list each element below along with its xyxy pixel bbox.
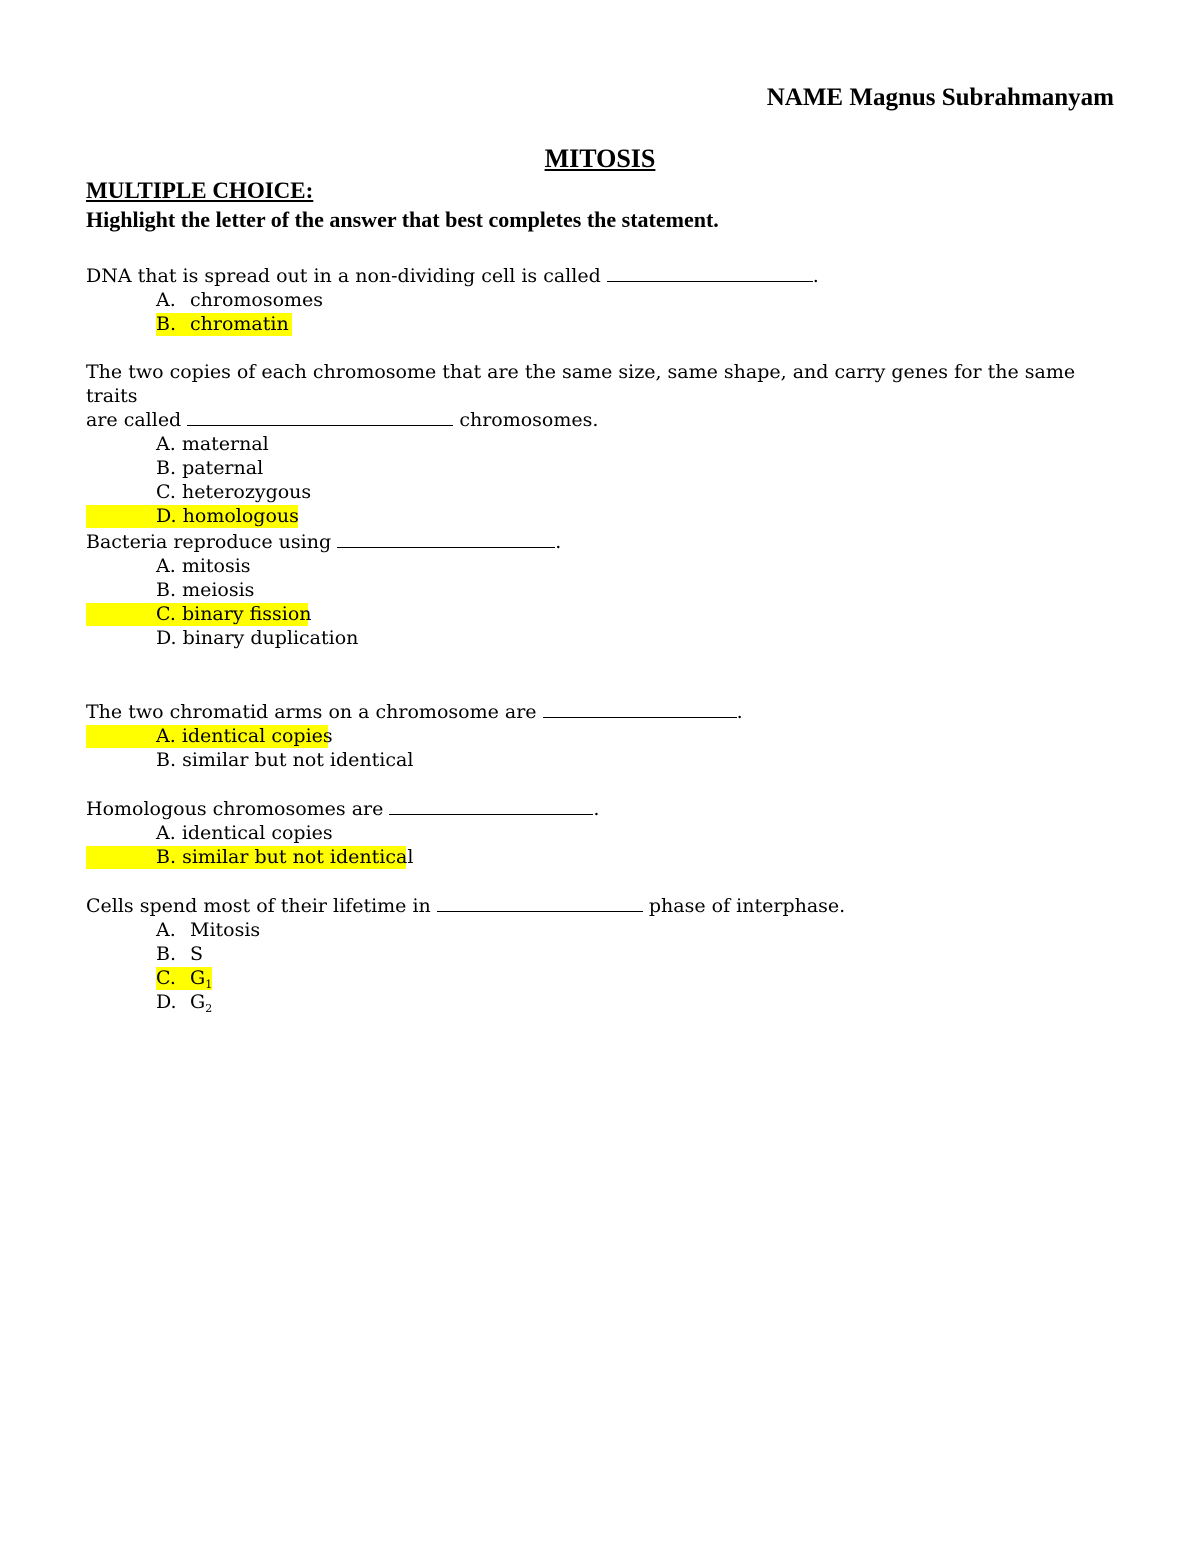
question-5 bbox=[86, 797, 1126, 869]
option-a[interactable]: A. identical copies bbox=[156, 822, 333, 844]
answer-blank bbox=[543, 701, 737, 718]
option-a[interactable]: A. maternal bbox=[156, 433, 269, 455]
answer-blank bbox=[337, 531, 555, 548]
question-3 bbox=[86, 530, 1126, 650]
question-stem: DNA that is spread out in a non-dividing cell is called . bbox=[86, 265, 819, 287]
question-2 bbox=[86, 360, 1126, 528]
option-a[interactable]: A. Mitosis bbox=[156, 919, 261, 941]
option-a-highlighted[interactable]: A. identical copies bbox=[86, 724, 1126, 748]
question-stem-line-2: are called chromosomes. bbox=[86, 409, 599, 431]
question-6 bbox=[86, 894, 1126, 1014]
option-d[interactable]: D. binary duplication bbox=[156, 627, 359, 649]
question-stem-line-1: The two copies of each chromosome that are the same size, same shape, and carry genes for the same traits bbox=[86, 361, 1076, 407]
option-b[interactable]: B. similar but not identical bbox=[156, 749, 414, 771]
question-stem: Bacteria reproduce using . bbox=[86, 531, 562, 553]
option-c-highlighted[interactable]: C. $G_1$ bbox=[156, 967, 213, 991]
option-b[interactable]: B. meiosis bbox=[156, 579, 255, 601]
question-1 bbox=[86, 264, 1126, 336]
option-b[interactable]: B. S bbox=[156, 943, 204, 965]
instructions: Highlight the letter of the answer that best completes the statement. bbox=[86, 207, 719, 232]
option-b[interactable]: B. paternal bbox=[156, 457, 264, 479]
answer-blank bbox=[437, 895, 643, 912]
option-c-highlighted[interactable]: C. binary fission bbox=[86, 602, 1126, 626]
option-d-highlighted[interactable]: D. homologous bbox=[86, 504, 1126, 528]
option-a[interactable]: A. chromosomes bbox=[156, 289, 324, 311]
question-stem: Homologous chromosomes are . bbox=[86, 798, 600, 820]
answer-blank bbox=[187, 409, 453, 426]
section-heading: MULTIPLE CHOICE: bbox=[86, 178, 314, 203]
option-b-highlighted[interactable]: B. chromatin bbox=[86, 312, 1126, 336]
question-4 bbox=[86, 700, 1126, 772]
option-d[interactable]: D. $G_2$ bbox=[156, 991, 213, 1015]
student-name: NAME Magnus Subrahmanyam bbox=[766, 84, 1114, 111]
option-c[interactable]: C. heterozygous bbox=[156, 481, 312, 503]
question-stem: Cells spend most of their lifetime in phase of interphase. bbox=[86, 895, 846, 917]
option-b-highlighted[interactable]: B. similar but not identical bbox=[86, 845, 1126, 869]
answer-blank bbox=[389, 798, 593, 815]
question-stem: The two chromatid arms on a chromosome are . bbox=[86, 701, 743, 723]
answer-blank bbox=[607, 265, 813, 282]
page-title: MITOSIS bbox=[544, 144, 656, 173]
option-a[interactable]: A. mitosis bbox=[156, 555, 251, 577]
